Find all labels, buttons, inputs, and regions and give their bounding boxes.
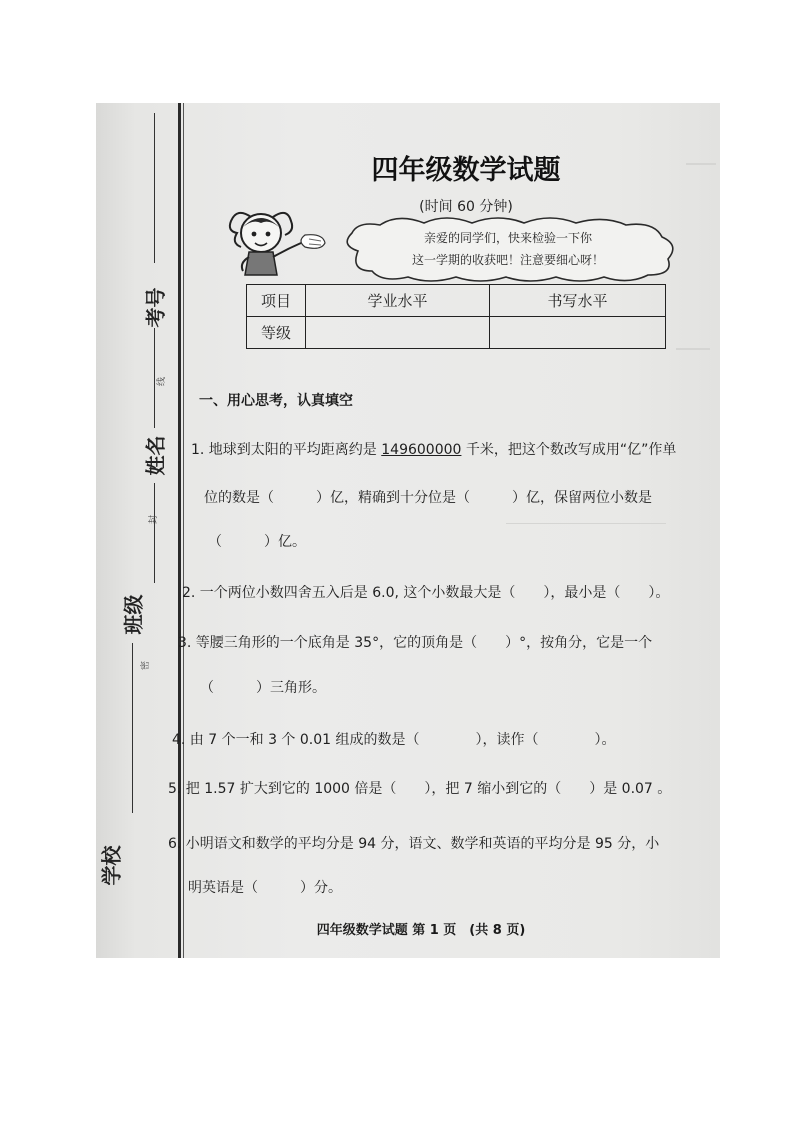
question-6-line-2: 明英语是（ ）分。 (188, 880, 342, 896)
question-4: 4. 由 7 个一和 3 个 0.01 组成的数是（ ），读作（ ）。 (172, 732, 616, 748)
question-1-line-1 (191, 439, 676, 459)
question-6-line-1: 6. 小明语文和数学的平均分是 94 分，语文、数学和英语的平均分是 95 分，小 (168, 836, 660, 852)
bleed-mark (686, 163, 716, 165)
question-1-text-a: 1. 地球到太阳的平均距离约是 (191, 442, 382, 458)
greeting-line-2: 这一学期的收获吧！注意要细心呀！ (411, 253, 604, 267)
table-row (247, 317, 666, 349)
question-1-text-b: 千米，把这个数改写成用“亿”作单 (461, 442, 677, 458)
exam-duration: (时间 60 分钟) (419, 199, 513, 215)
binding-dash (154, 483, 155, 583)
question-1-line-3: （ ）亿。 (208, 534, 306, 550)
greeting-text (358, 227, 658, 271)
exam-title: 四年级数学试题 (371, 155, 561, 186)
name-label: 姓名 (143, 435, 168, 476)
table-row-grade-label: 等级 (247, 317, 306, 349)
question-2: 2. 一个两位小数四舍五入后是 6.0, 这个小数最大是（ ），最小是（ ）。 (182, 585, 670, 601)
question-3-line-1: 3. 等腰三角形的一个底角是 35°，它的顶角是（ ）°，按角分，它是一个 (178, 635, 653, 651)
binding-dash (132, 643, 133, 813)
binding-line-thin (183, 103, 184, 958)
exam-photo (96, 103, 720, 958)
writing-grade-cell[interactable] (490, 317, 666, 349)
page-footer: 四年级数学试题 第 1 页 (共 8 页) (316, 923, 526, 938)
binding-mark-secret: 密 (141, 660, 152, 671)
binding-mark-seal: 封 (149, 514, 160, 525)
school-label: 学校 (99, 845, 124, 886)
question-3-line-2: （ ）三角形。 (200, 680, 326, 696)
question-1-number: 149600000 (381, 442, 462, 458)
table-row (247, 285, 666, 317)
bleed-mark (506, 523, 666, 524)
table-header-writing: 书写水平 (490, 285, 666, 317)
binding-dash (154, 113, 155, 263)
girl-illustration (221, 203, 331, 283)
table-header-item: 项目 (247, 285, 306, 317)
binding-mark-line: 线 (157, 376, 168, 387)
exam-number-label: 考号 (143, 287, 168, 328)
section-title: 一、用心思考，认真填空 (199, 393, 353, 409)
table-header-academic: 学业水平 (306, 285, 490, 317)
academic-grade-cell[interactable] (306, 317, 490, 349)
binding-line-thick (178, 103, 181, 958)
question-5: 5. 把 1.57 扩大到它的 1000 倍是（ ），把 7 缩小到它的（ ）是 0.07 。 (168, 781, 672, 797)
class-label: 班级 (121, 594, 146, 635)
bleed-mark (676, 348, 710, 350)
greeting-line-1: 亲爱的同学们，快来检验一下你 (423, 231, 592, 245)
grade-table (246, 284, 666, 349)
question-1-line-2: 位的数是（ ）亿，精确到十分位是（ ）亿，保留两位小数是 (204, 490, 652, 506)
